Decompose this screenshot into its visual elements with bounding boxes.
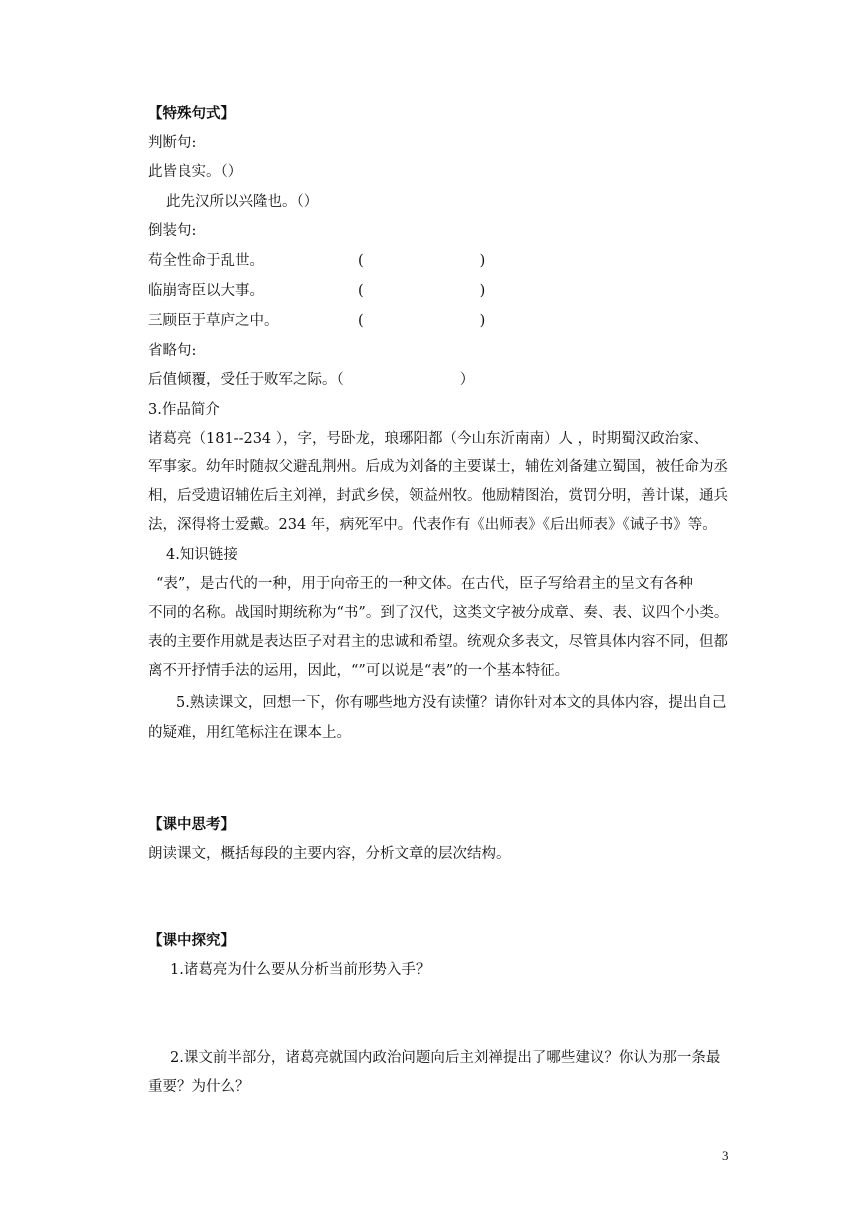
- judgment-label: 判断句:: [148, 135, 197, 151]
- judgment-sentence-1: 此皆良实。（）: [148, 164, 243, 180]
- inversion-sentence-2: 临崩寄臣以大事。: [148, 283, 264, 299]
- inversion-label: 倒装句:: [148, 223, 197, 239]
- answer-blank: ( ): [358, 253, 486, 269]
- in-class-thinking-heading: 【课中思考】: [148, 816, 235, 833]
- section-4-line: “表”，是古代的一种，用于向帝王的一种文体。在古代，臣子写给君主的呈文有各种: [156, 576, 693, 592]
- section-5-line: 5.熟读课文，回想一下，你有哪些地方没有读懂？请你针对本文的具体内容，提出自己: [176, 695, 727, 711]
- omission-sentence-1: 后值倾覆，受任于败军之际。（ ）: [148, 372, 475, 388]
- special-sentences-heading: 【特殊句式】: [148, 105, 235, 122]
- omission-label: 省略句:: [148, 343, 197, 359]
- section-5-line: 的疑难，用红笔标注在课本上。: [148, 725, 351, 741]
- page-number: 3: [722, 1148, 729, 1163]
- inversion-sentence-1: 苟全性命于乱世。: [148, 253, 264, 269]
- section-3-line: 法，深得将士爱戴。234 年，病死军中。代表作有《出师表》《后出师表》《诫子书》等。: [148, 517, 717, 533]
- section-3-line: 诸葛亮（181--234 ），字，号卧龙，琅琊阳都（今山东沂南南）人 ，时期蜀汉政治家、: [148, 431, 709, 447]
- answer-blank: ( ): [358, 283, 486, 299]
- section-4-line: 不同的名称。战国时期统称为“书”。到了汉代，这类文字被分成章、奏、表、议四个小类。: [148, 605, 729, 621]
- inversion-sentence-3: 三顾臣于草庐之中。: [148, 313, 279, 329]
- answer-blank: ( ): [358, 313, 486, 329]
- section-3-title: 3.作品简介: [148, 402, 220, 418]
- section-4-line: 表的主要作用就是表达臣子对君主的忠诚和希望。统观众多表文，尽管具体内容不同，但都: [148, 634, 728, 650]
- section-4-title: 4.知识链接: [166, 547, 238, 563]
- inquiry-question-2: 2.课文前半部分，诸葛亮就国内政治问题向后主刘禅提出了哪些建议？你认为那一条最: [170, 1050, 721, 1066]
- inquiry-question-2-continued: 重要？为什么？: [148, 1079, 250, 1095]
- inquiry-question-1: 1.诸葛亮为什么要从分析当前形势入手？: [170, 962, 431, 978]
- in-class-thinking-text: 朗读课文，概括每段的主要内容，分析文章的层次结构。: [148, 846, 511, 862]
- section-3-line: 军事家。幼年时随叔父避乱荆州。后成为刘备的主要谋士，辅佐刘备建立蜀国，被任命为丞: [148, 459, 728, 475]
- section-4-line: 离不开抒情手法的运用，因此，“”可以说是“表”的一个基本特征。: [148, 663, 570, 679]
- judgment-sentence-2: 此先汉所以兴隆也。（）: [166, 194, 319, 210]
- in-class-inquiry-heading: 【课中探究】: [148, 932, 235, 949]
- section-3-line: 相，后受遗诏辅佐后主刘禅，封武乡侯，领益州牧。他励精图治，赏罚分明，善计谋，通兵: [148, 488, 728, 504]
